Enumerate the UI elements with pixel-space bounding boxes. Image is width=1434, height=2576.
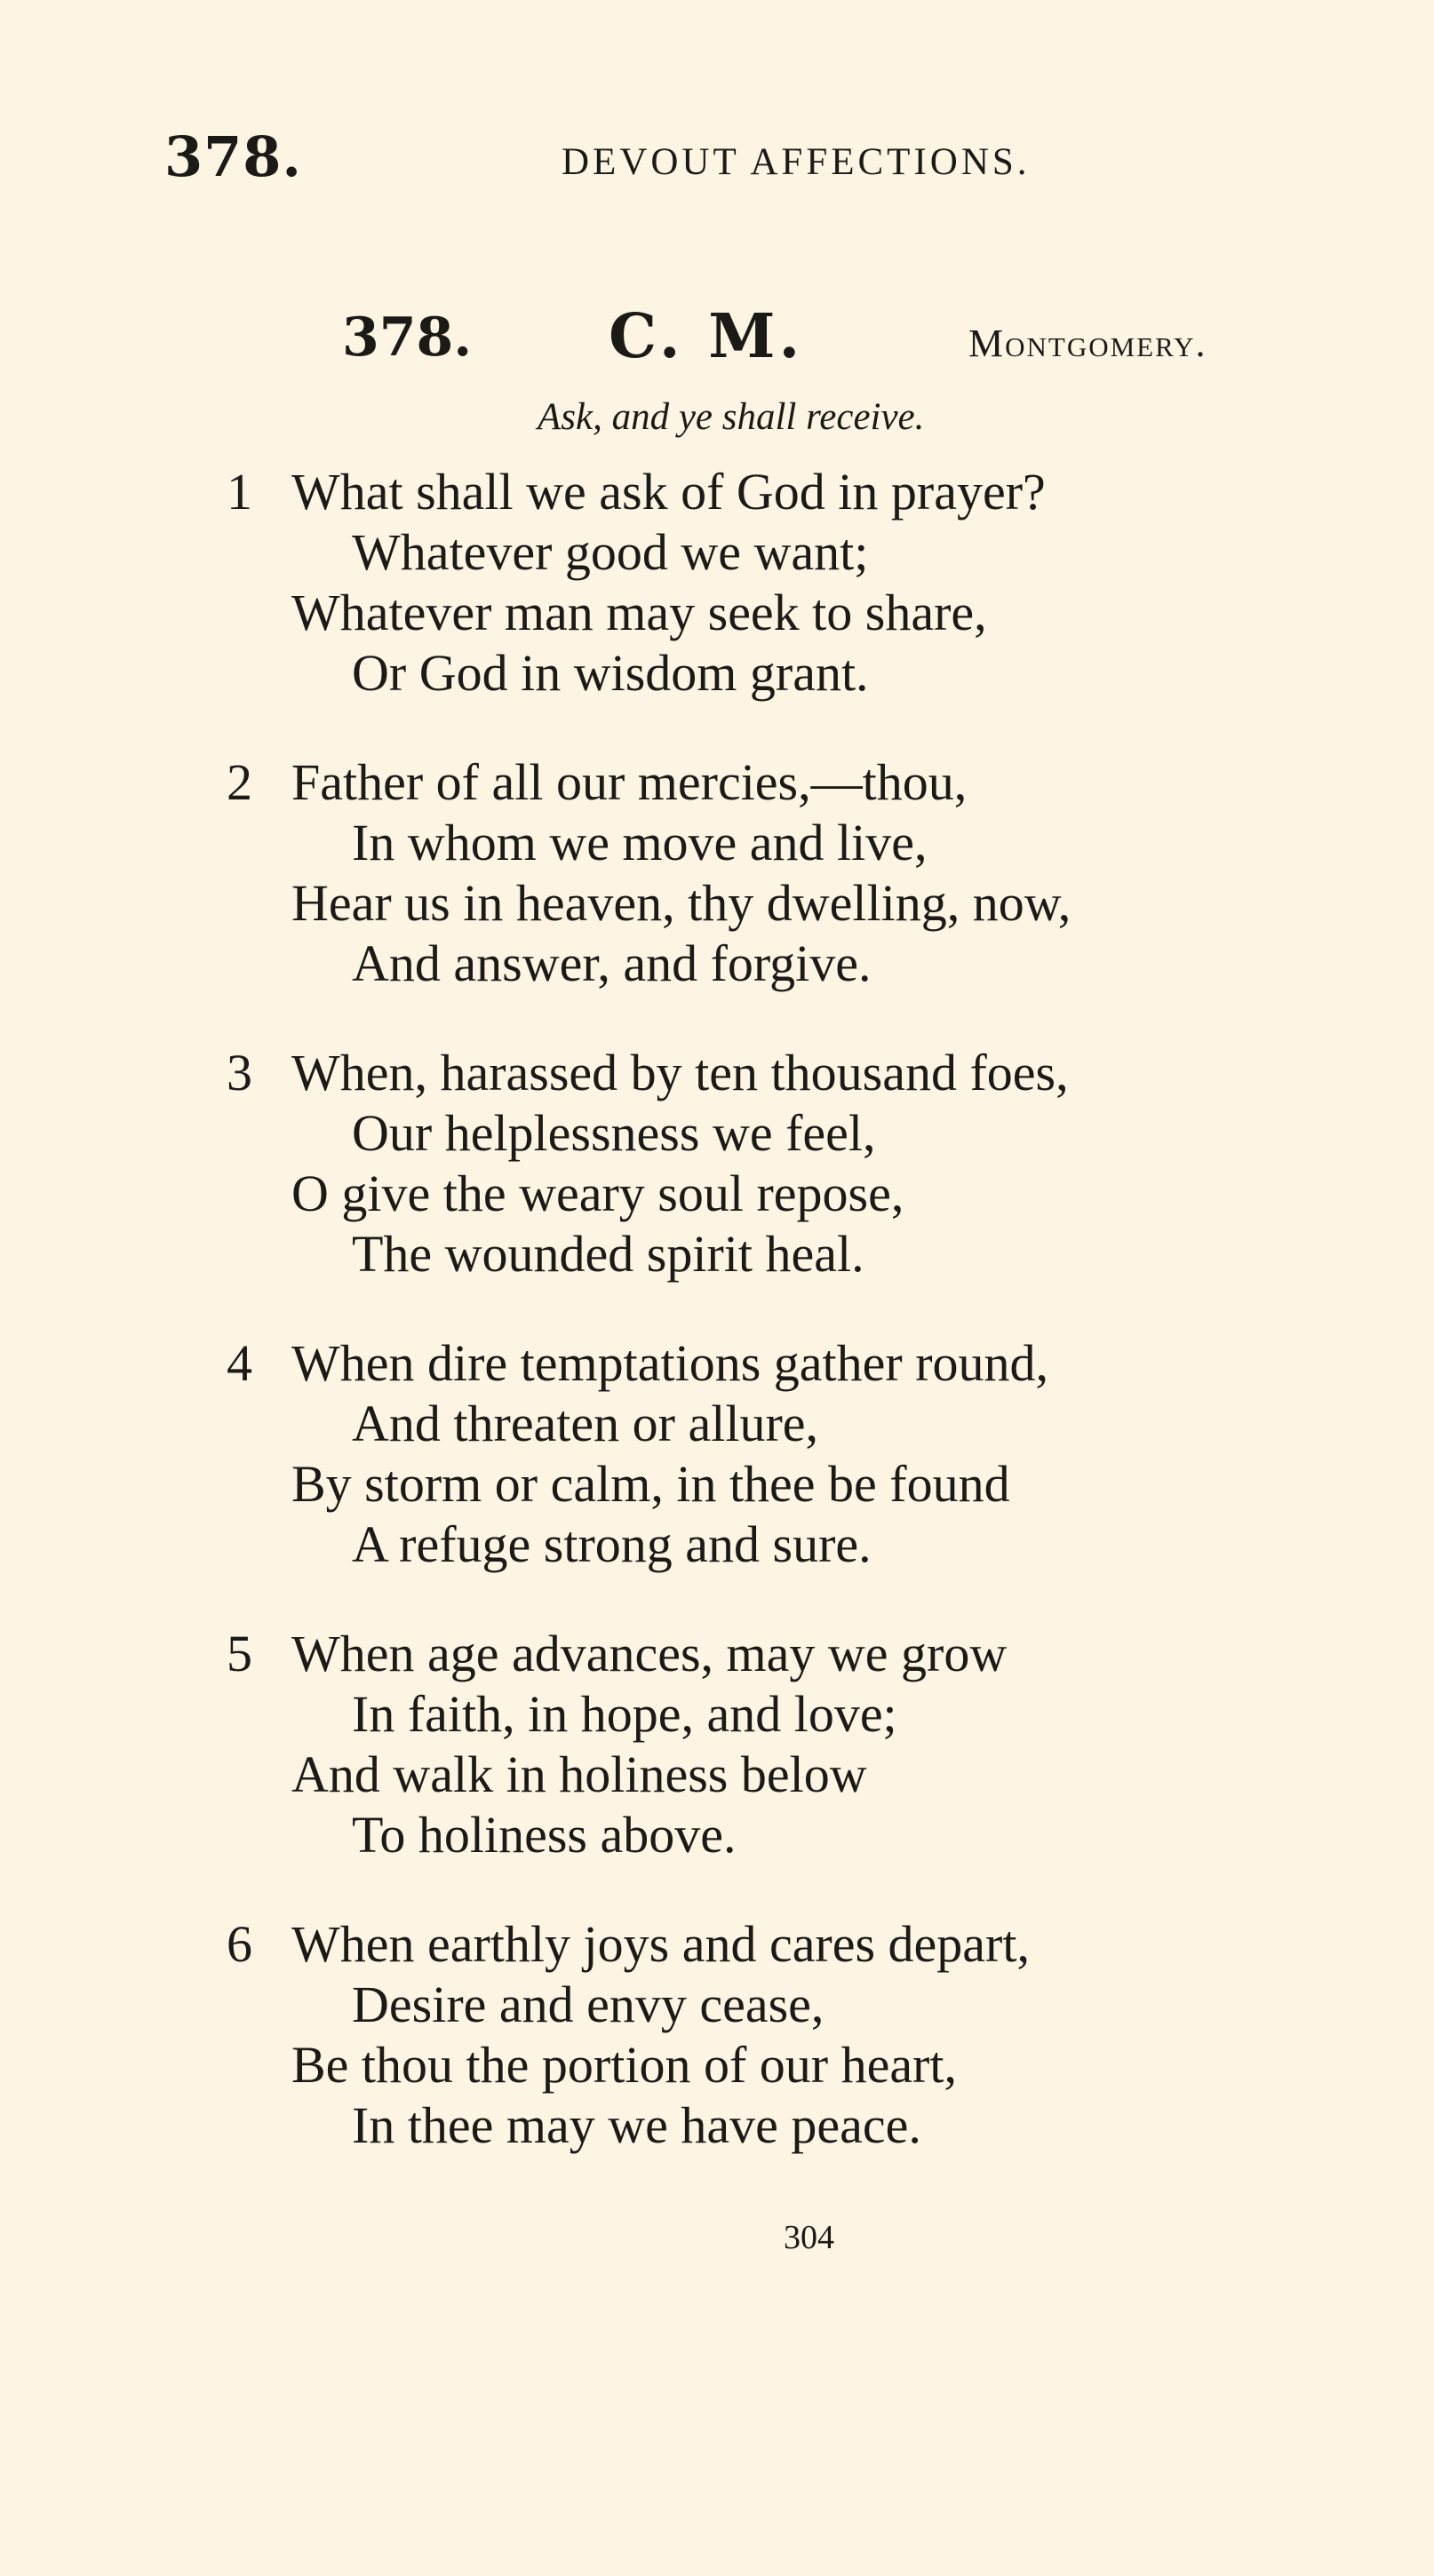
- verse-line: O give the weary soul repose,: [291, 1165, 904, 1222]
- hymn-subtitle: Ask, and ye shall receive.: [538, 396, 925, 438]
- verse-line: The wounded spirit heal.: [352, 1225, 864, 1283]
- verse-line: When age advances, may we grow: [291, 1625, 1008, 1682]
- verse-line: And threaten or allure,: [352, 1395, 819, 1452]
- verse-line: Be thou the portion of our heart,: [291, 2036, 957, 2094]
- stanza: [227, 1624, 1373, 1865]
- stanza-number: 2: [227, 753, 252, 811]
- hymn-author: Montgomery.: [968, 322, 1207, 365]
- running-head-title: DEVOUT AFFECTIONS.: [562, 141, 1031, 183]
- verse-line: In whom we move and live,: [352, 814, 928, 871]
- hymn-number: 378.: [342, 306, 473, 369]
- verse-line: Our helplessness we feel,: [352, 1104, 876, 1162]
- stanza-number: 3: [227, 1044, 252, 1101]
- stanza: [227, 752, 1373, 994]
- verse-line: By storm or calm, in thee be found: [291, 1455, 1010, 1513]
- verse-line: Whatever man may seek to share,: [291, 584, 987, 641]
- hymn-meter: C. M.: [609, 301, 804, 372]
- verse-line: Desire and envy cease,: [352, 1976, 825, 2033]
- verse-line: To holiness above.: [352, 1806, 737, 1864]
- verse-line: When dire temptations gather round,: [291, 1334, 1049, 1392]
- verse-line: Hear us in heaven, thy dwelling, now,: [291, 874, 1072, 932]
- verse-line: In thee may we have peace.: [352, 2096, 921, 2154]
- verse-line: Whatever good we want;: [352, 523, 869, 581]
- verse-line: A refuge strong and sure.: [352, 1515, 872, 1573]
- stanza: [227, 1914, 1373, 2156]
- verse-line: And walk in holiness below: [291, 1745, 867, 1803]
- verse-line: Father of all our mercies,—thou,: [291, 753, 968, 811]
- stanza: [227, 1043, 1373, 1284]
- verse-line: What shall we ask of God in prayer?: [291, 463, 1046, 521]
- page-number: 304: [784, 2219, 834, 2256]
- verse-line: When, harassed by ten thousand foes,: [291, 1044, 1069, 1101]
- verse-line: When earthly joys and cares depart,: [291, 1915, 1030, 1973]
- stanza-number: 6: [227, 1915, 252, 1973]
- running-head: [164, 124, 1266, 195]
- stanza: [227, 462, 1373, 704]
- stanza-number: 4: [227, 1334, 252, 1392]
- stanza-number: 5: [227, 1625, 252, 1682]
- stanza-number: 1: [227, 463, 252, 521]
- stanza: [227, 1333, 1373, 1575]
- hymn-heading: [342, 301, 1284, 386]
- hymn-stanzas: [227, 462, 1373, 2205]
- verse-line: Or God in wisdom grant.: [352, 644, 869, 702]
- verse-line: And answer, and forgive.: [352, 934, 872, 992]
- verse-line: In faith, in hope, and love;: [352, 1685, 897, 1743]
- running-head-hymn-number: 378.: [164, 124, 303, 189]
